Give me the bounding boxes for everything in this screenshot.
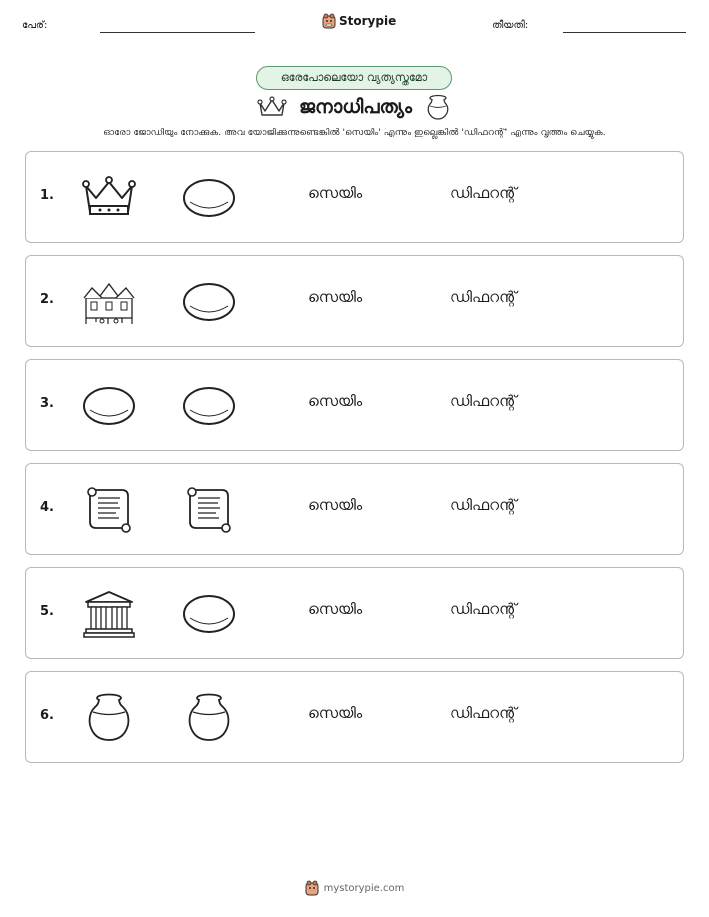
crown-icon bbox=[82, 172, 136, 224]
same-option[interactable]: സെയിം bbox=[308, 496, 363, 514]
question-number: 6. bbox=[40, 708, 54, 723]
footer bbox=[0, 880, 709, 896]
pot-icon bbox=[82, 692, 136, 744]
page-title-wrap bbox=[0, 93, 709, 121]
question-number: 2. bbox=[40, 292, 54, 307]
question-number: 3. bbox=[40, 396, 54, 411]
brand-logo bbox=[322, 13, 396, 29]
question-number: 5. bbox=[40, 604, 54, 619]
instructions: ഓരോ ജോഡിയും നോക്കുക. അവ യോജിക്കുന്നുണ്ടെങ്കിൽ 'സെയിം' എന്നും ഇല്ലെങ്കിൽ 'ഡിഫറന്റ്' എന്നും വൃത്തം ചെയ്യുക. bbox=[103, 127, 606, 138]
different-option[interactable]: ഡിഫറന്റ് bbox=[450, 600, 517, 618]
question-row bbox=[25, 567, 684, 659]
market-icon bbox=[82, 276, 136, 328]
stone-icon bbox=[182, 276, 236, 328]
storypie-mascot-icon bbox=[305, 880, 319, 896]
question-row bbox=[25, 255, 684, 347]
stone-icon bbox=[82, 380, 136, 432]
temple-icon bbox=[82, 588, 136, 640]
stone-icon bbox=[182, 380, 236, 432]
stone-icon bbox=[182, 172, 236, 224]
question-row bbox=[25, 151, 684, 243]
footer-url: mystorypie.com bbox=[323, 882, 405, 894]
storypie-mascot-icon bbox=[322, 13, 336, 29]
scroll-icon bbox=[82, 484, 136, 536]
name-label: പേര്: bbox=[22, 20, 48, 31]
same-option[interactable]: സെയിം bbox=[308, 600, 363, 618]
pot-icon bbox=[182, 692, 236, 744]
different-option[interactable]: ഡിഫറന്റ് bbox=[450, 288, 517, 306]
same-option[interactable]: സെയിം bbox=[308, 392, 363, 410]
worksheet-type-badge: ഒരേപോലെയോ വ്യത്യസ്തമോ bbox=[256, 66, 452, 90]
question-row bbox=[25, 359, 684, 451]
different-option[interactable]: ഡിഫറന്റ് bbox=[450, 496, 517, 514]
same-option[interactable]: സെയിം bbox=[308, 288, 363, 306]
scroll-icon bbox=[182, 484, 236, 536]
date-field[interactable] bbox=[563, 32, 686, 33]
stone-icon bbox=[182, 588, 236, 640]
different-option[interactable]: ഡിഫറന്റ് bbox=[450, 704, 517, 722]
different-option[interactable]: ഡിഫറന്റ് bbox=[450, 184, 517, 202]
name-field[interactable] bbox=[100, 32, 255, 33]
page-title: ജനാധിപത്യം bbox=[299, 96, 412, 118]
pot-icon bbox=[424, 93, 452, 121]
question-number: 1. bbox=[40, 188, 54, 203]
question-row bbox=[25, 671, 684, 763]
date-label: തീയതി: bbox=[492, 20, 529, 31]
brand-name: Storypie bbox=[339, 14, 397, 28]
same-option[interactable]: സെയിം bbox=[308, 704, 363, 722]
crown-icon bbox=[257, 95, 287, 119]
question-row bbox=[25, 463, 684, 555]
different-option[interactable]: ഡിഫറന്റ് bbox=[450, 392, 517, 410]
same-option[interactable]: സെയിം bbox=[308, 184, 363, 202]
question-number: 4. bbox=[40, 500, 54, 515]
